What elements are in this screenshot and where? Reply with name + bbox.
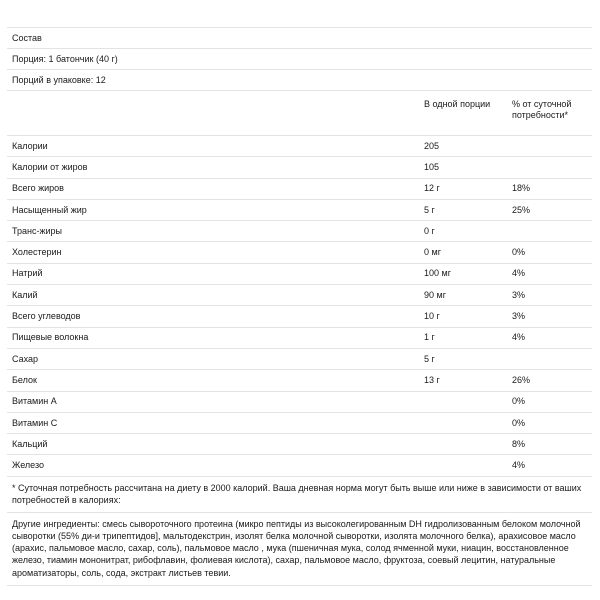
nutrient-row	[7, 178, 592, 199]
nutrient-daily-value	[507, 136, 592, 157]
nutrient-daily-value: 25%	[507, 199, 592, 220]
nutrient-name: Калий	[7, 285, 419, 306]
nutrient-daily-value: 4%	[507, 455, 592, 476]
nutrient-name: Белок	[7, 370, 419, 391]
nutrient-name: Сахар	[7, 348, 419, 369]
nutrient-row	[7, 285, 592, 306]
header-per-serving: В одной порции	[419, 91, 507, 136]
nutrient-amount: 12 г	[419, 178, 507, 199]
nutrient-amount: 100 мг	[419, 263, 507, 284]
nutrient-name: Витамин С	[7, 412, 419, 433]
nutrient-row	[7, 242, 592, 263]
nutrient-name: Железо	[7, 455, 419, 476]
nutrient-name: Калории	[7, 136, 419, 157]
nutrition-table	[7, 27, 592, 476]
nutrient-daily-value	[507, 221, 592, 242]
nutrient-row	[7, 370, 592, 391]
nutrient-amount: 13 г	[419, 370, 507, 391]
nutrient-name: Пищевые волокна	[7, 327, 419, 348]
nutrient-daily-value: 3%	[507, 306, 592, 327]
nutrient-amount: 5 г	[419, 348, 507, 369]
nutrient-name: Витамин А	[7, 391, 419, 412]
nutrient-daily-value	[507, 348, 592, 369]
nutrient-row	[7, 327, 592, 348]
nutrient-amount: 0 мг	[419, 242, 507, 263]
nutrient-amount	[419, 391, 507, 412]
nutrient-row	[7, 136, 592, 157]
nutrient-amount: 5 г	[419, 199, 507, 220]
nutrient-daily-value: 26%	[507, 370, 592, 391]
ingredients: Другие ингредиенты: смесь сывороточного протеина (микро пептиды из высоколегированным DH гидролизованным белоком молочной сыворотки (55% ди-и трипептидов], мальтодекстрин, изолят белка молочной сыворотки, изолята молочного белка), арахисовое масло (арахис, пальмовое масло, сахар, соль), пальмовое масло , мука (пшеничная мука, солод ячменной муки, ниацин, восстановленное железо, тиамин мононитрат, рибофлавин, фолиевая кислота), сахар, пальмовое масло, фруктоза, соевый лецитин, натуральные ароматизаторы, соль, сода, экстракт листьев тевии.	[7, 512, 592, 586]
nutrient-name: Кальций	[7, 434, 419, 455]
servings-per-pack: Порций в упаковке: 12	[7, 70, 592, 91]
nutrient-row	[7, 391, 592, 412]
nutrient-row	[7, 306, 592, 327]
nutrient-daily-value: 0%	[507, 242, 592, 263]
nutrient-row	[7, 348, 592, 369]
nutrient-row	[7, 221, 592, 242]
nutrient-name: Натрий	[7, 263, 419, 284]
nutrient-amount: 205	[419, 136, 507, 157]
nutrient-amount	[419, 455, 507, 476]
nutrient-row	[7, 263, 592, 284]
nutrient-daily-value: 0%	[507, 391, 592, 412]
header-blank	[7, 91, 419, 136]
nutrient-name: Всего жиров	[7, 178, 419, 199]
nutrient-row	[7, 157, 592, 178]
section-title: Состав	[7, 28, 592, 49]
nutrient-row	[7, 455, 592, 476]
nutrient-daily-value: 18%	[507, 178, 592, 199]
serving-size: Порция: 1 батончик (40 г)	[7, 49, 592, 70]
nutrient-daily-value	[507, 157, 592, 178]
nutrient-amount: 90 мг	[419, 285, 507, 306]
nutrient-amount	[419, 434, 507, 455]
nutrient-daily-value: 4%	[507, 263, 592, 284]
nutrient-name: Холестерин	[7, 242, 419, 263]
nutrient-row	[7, 434, 592, 455]
nutrient-amount: 10 г	[419, 306, 507, 327]
nutrient-amount	[419, 412, 507, 433]
footnote: * Суточная потребность рассчитана на диету в 2000 калорий. Ваша дневная норма могут быть выше или ниже в зависимости от ваших потребностей в калориях:	[7, 476, 592, 512]
nutrient-amount: 105	[419, 157, 507, 178]
nutrient-name: Транс-жиры	[7, 221, 419, 242]
nutrient-daily-value: 0%	[507, 412, 592, 433]
nutrient-amount: 1 г	[419, 327, 507, 348]
header-daily-value: % от суточной потребности*	[507, 91, 592, 136]
nutrient-name: Насыщенный жир	[7, 199, 419, 220]
nutrient-daily-value: 4%	[507, 327, 592, 348]
nutrient-daily-value: 3%	[507, 285, 592, 306]
nutrient-name: Калории от жиров	[7, 157, 419, 178]
nutrient-row	[7, 199, 592, 220]
nutrient-name: Всего углеводов	[7, 306, 419, 327]
nutrition-panel	[7, 27, 592, 586]
nutrient-daily-value: 8%	[507, 434, 592, 455]
nutrient-amount: 0 г	[419, 221, 507, 242]
nutrient-row	[7, 412, 592, 433]
